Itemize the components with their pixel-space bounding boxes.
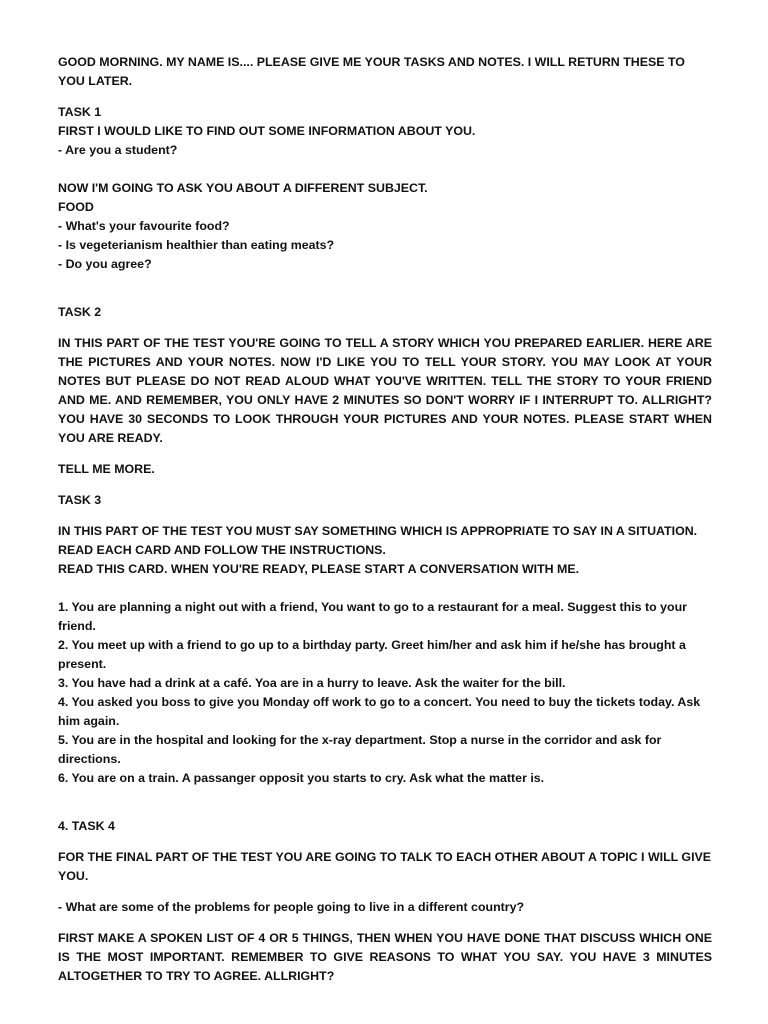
task1-heading: TASK 1	[58, 105, 102, 119]
task1-question-student: - Are you a student?	[58, 143, 178, 157]
task3-card: 6. You are on a train. A passanger opposit you starts to cry. Ask what the matter is.	[58, 771, 545, 785]
task4-instructions: FIRST MAKE A SPOKEN LIST OF 4 OR 5 THINGS, THEN WHEN YOU HAVE DONE THAT DISCUSS WHICH ONE IS THE MOST IMPORTANT. REMEMBER TO GIVE REASONS TO WHAT YOU SAY. YOU HAVE 3 MINUTES ALTOGETHER TO TRY TO AGREE. ALLRIGHT?	[58, 931, 712, 983]
task1-intro: FIRST I WOULD LIKE TO FIND OUT SOME INFORMATION ABOUT YOU.	[58, 124, 476, 138]
intro-paragraph: GOOD MORNING. MY NAME IS.... PLEASE GIVE ME YOUR TASKS AND NOTES. I WILL RETURN THESE TO YOU LATER.	[58, 55, 685, 88]
task4-heading: 4. TASK 4	[58, 819, 115, 833]
task3-section	[58, 491, 712, 788]
document-page	[58, 53, 712, 998]
task3-heading: TASK 3	[58, 493, 102, 507]
task2-section	[58, 303, 712, 479]
task3-instructions-card: READ THIS CARD. WHEN YOU'RE READY, PLEASE START A CONVERSATION WITH ME.	[58, 562, 580, 576]
task3-card: 2. You meet up with a friend to go up to a birthday party. Greet him/her and ask him if he/she has brought a present.	[58, 638, 686, 671]
task2-instructions: IN THIS PART OF THE TEST YOU'RE GOING TO TELL A STORY WHICH YOU PREPARED EARLIER. HERE ARE THE PICTURES AND YOUR NOTES. NOW I'D LIKE YOU TO TELL YOUR STORY. YOU MAY LOOK AT YOUR NOTES BUT PLEASE DO NOT READ ALOUD WHAT YOU'VE WRITTEN. TELL THE STORY TO YOUR FRIEND AND ME. AND REMEMBER, YOU ONLY HAVE 2 MINUTES SO DON'T WORRY IF I INTERRUPT TO. ALLRIGHT? YOU HAVE 30 SECONDS TO LOOK THROUGH YOUR PICTURES AND YOUR NOTES. PLEASE START WHEN YOU ARE READY.	[58, 336, 712, 445]
task4-section	[58, 817, 712, 986]
task4-question: - What are some of the problems for people going to live in a different country?	[58, 900, 525, 914]
task3-card: 1. You are planning a night out with a friend, You want to go to a restaurant for a meal. Suggest this to your friend.	[58, 600, 687, 633]
task3-instructions: IN THIS PART OF THE TEST YOU MUST SAY SOMETHING WHICH IS APPROPRIATE TO SAY IN A SITUATION. READ EACH CARD AND FOLLOW THE INSTRUCTIONS.	[58, 524, 698, 557]
task1-subject-intro: NOW I'M GOING TO ASK YOU ABOUT A DIFFERENT SUBJECT.	[58, 181, 428, 195]
task3-card: 4. You asked you boss to give you Monday off work to go to a concert. You need to buy the tickets today. Ask him again.	[58, 695, 701, 728]
task2-prompt: TELL ME MORE.	[58, 462, 155, 476]
task1-question: - Is vegeterianism healthier than eating meats?	[58, 238, 335, 252]
task3-card: 3. You have had a drink at a café. Yoa are in a hurry to leave. Ask the waiter for the bill.	[58, 676, 566, 690]
task3-card: 5. You are in the hospital and looking for the x-ray department. Stop a nurse in the corridor and ask for directions.	[58, 733, 662, 766]
task1-question: - Do you agree?	[58, 257, 152, 271]
task1-topic: FOOD	[58, 200, 94, 214]
task4-intro: FOR THE FINAL PART OF THE TEST YOU ARE GOING TO TALK TO EACH OTHER ABOUT A TOPIC I WILL GIVE YOU.	[58, 850, 712, 883]
task1-section	[58, 103, 712, 274]
task1-question: - What's your favourite food?	[58, 219, 230, 233]
task2-heading: TASK 2	[58, 305, 102, 319]
